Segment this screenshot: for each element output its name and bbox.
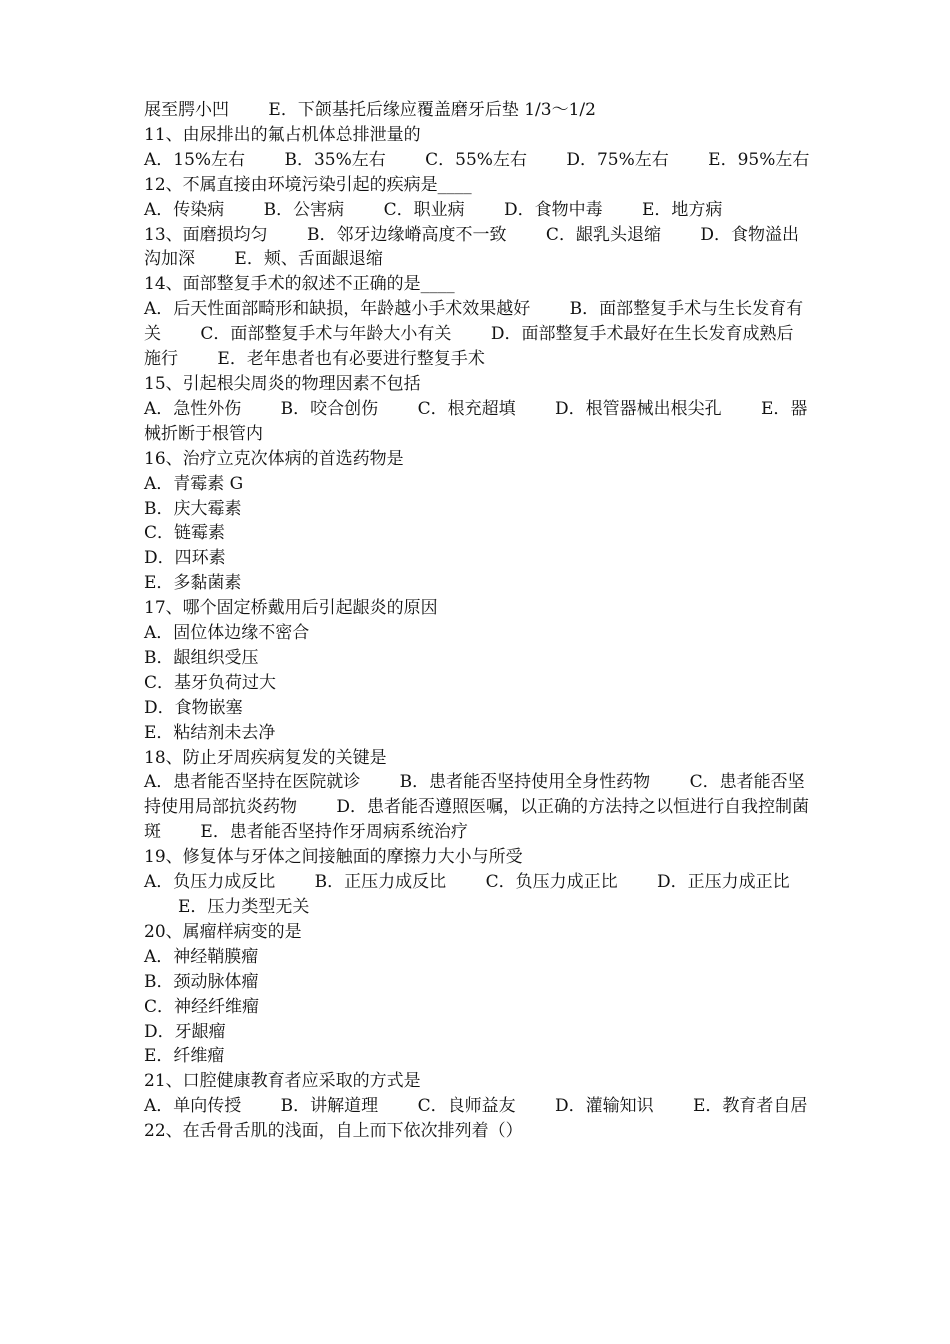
question-19-options: A．负压力成反比 B．正压力成反比 C．负压力成正比 D．正压力成正比 E．压力类型无关	[144, 872, 790, 917]
question-20-option-a: A．神经鞘膜瘤	[144, 946, 259, 967]
question-11-stem: 11、由尿排出的氟占机体总排泄量的	[144, 124, 421, 145]
question-22-stem: 22、在舌骨舌肌的浅面，自上而下依次排列着（）	[144, 1121, 523, 1142]
question-17-option-c: C．基牙负荷过大	[144, 672, 277, 693]
question-21-stem: 21、口腔健康教育者应采取的方式是	[144, 1071, 421, 1092]
document-body	[144, 98, 810, 1144]
question-16-option-a: A．青霉素 G	[144, 473, 244, 494]
question-18-options: A．患者能否坚持在医院就诊 B．患者能否坚持使用全身性药物 C．患者能否坚持使用局部抗炎药物 D．患者能否遵照医嘱，以正确的方法持之以恒进行自我控制菌斑 E．患者能否坚持作牙周病系统治疗	[144, 772, 810, 843]
question-20-option-c: C．神经纤维瘤	[144, 996, 260, 1017]
question-20-stem: 20、属瘤样病变的是	[144, 921, 302, 942]
question-16-stem: 16、治疗立克次体病的首选药物是	[144, 448, 404, 469]
question-15-options: A．急性外伤 B．咬合创伤 C．根充超填 D．根管器械出根尖孔 E．器械折断于根管内	[144, 398, 808, 444]
question-13-text: 13、面磨损均匀 B．邻牙边缘嵴高度不一致 C．龈乳头退缩 D．食物溢出沟加深 E．颊、舌面龈退缩	[144, 224, 799, 270]
question-17-option-b: B．龈组织受压	[144, 647, 259, 668]
question-16-option-d: D．四环素	[144, 548, 226, 569]
question-17-option-a: A．固位体边缘不密合	[144, 623, 310, 644]
question-21-options: A．单向传授 B．讲解道理 C．良师益友 D．灌输知识 E．教育者自居	[144, 1096, 808, 1117]
question-17-option-d: D．食物嵌塞	[144, 697, 243, 718]
question-17-stem: 17、哪个固定桥戴用后引起龈炎的原因	[144, 598, 438, 619]
question-12-stem: 12、不属直接由环境污染引起的疾病是____	[144, 174, 472, 195]
question-16-option-e: E．多黏菌素	[144, 573, 242, 594]
question-20-option-e: E．纤维瘤	[144, 1046, 225, 1067]
question-16-option-b: B．庆大霉素	[144, 498, 242, 519]
question-19-stem: 19、修复体与牙体之间接触面的摩擦力大小与所受	[144, 847, 523, 868]
question-18-stem: 18、防止牙周疾病复发的关键是	[144, 747, 387, 768]
question-12-options: A．传染病 B．公害病 C．职业病 D．食物中毒 E．地方病	[144, 199, 723, 220]
question-20-option-d: D．牙龈瘤	[144, 1021, 226, 1042]
question-17-option-e: E．粘结剂未去净	[144, 722, 276, 743]
question-11-options: A．15%左右 B．35%左右 C．55%左右 D．75%左右 E．95%左右	[144, 149, 810, 170]
question-14-options: A．后天性面部畸形和缺损，年龄越小手术效果越好 B．面部整复手术与生长发育有关 C．面部整复手术与年龄大小有关 D．面部整复手术最好在生长发育成熟后施行 E．老年患者也有必要进行整复手术	[144, 299, 804, 370]
question-15-stem: 15、引起根尖周炎的物理因素不包括	[144, 373, 421, 394]
question-14-stem: 14、面部整复手术的叙述不正确的是____	[144, 274, 455, 295]
question-20-option-b: B．颈动脉体瘤	[144, 971, 259, 992]
question-16-option-c: C．链霉素	[144, 523, 226, 544]
text-line: 展至腭小凹 E．下颌基托后缘应覆盖磨牙后垫 1/3～1/2	[144, 100, 596, 120]
